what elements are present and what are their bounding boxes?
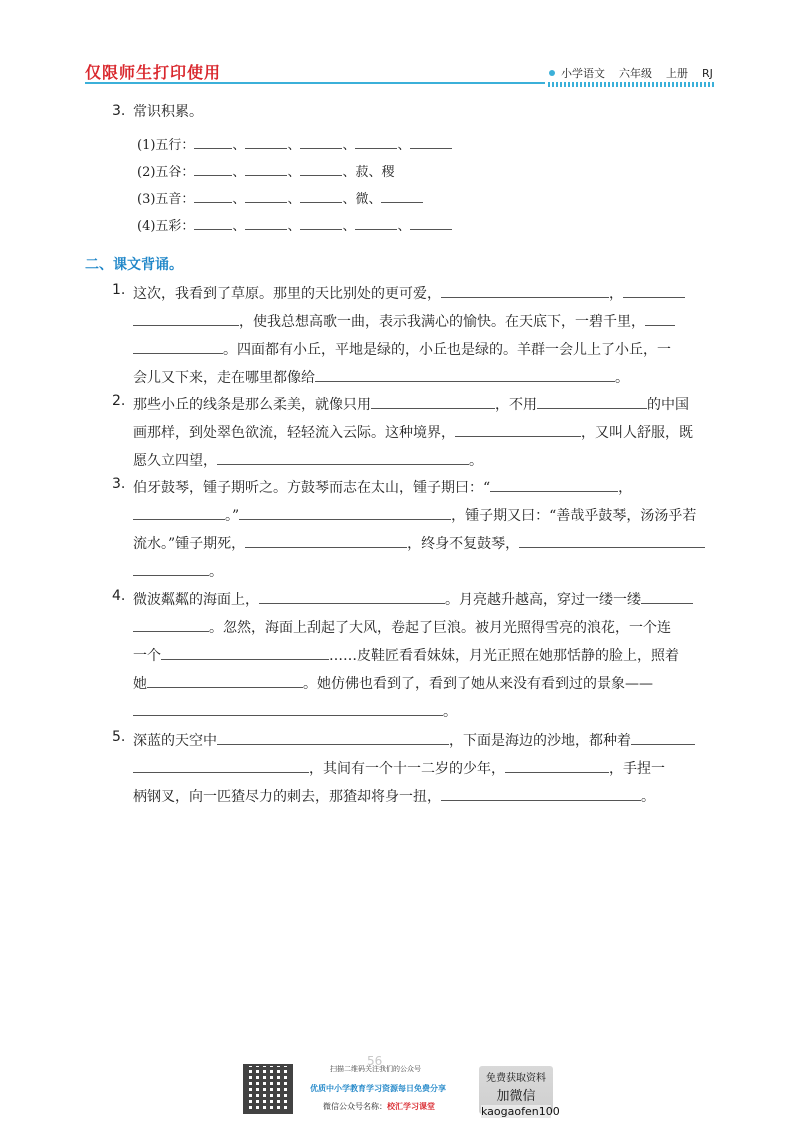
- p3-line-1: [133, 476, 632, 497]
- passage-text: 。: [209, 564, 223, 580]
- badge-line-3: kaogaofen100: [481, 1105, 560, 1118]
- answer-blank[interactable]: [355, 133, 397, 149]
- answer-blank[interactable]: [245, 160, 287, 176]
- passage-text: 她: [133, 676, 147, 692]
- passage-text: ，不用: [495, 397, 537, 413]
- badge-line-1: 免费获取资料: [486, 1073, 546, 1084]
- passage-text: 。: [443, 704, 457, 720]
- answer-blank[interactable]: [133, 616, 209, 632]
- answer-blank[interactable]: [239, 504, 451, 520]
- passage-text: 愿久立四望，: [133, 453, 217, 469]
- answer-blank[interactable]: [519, 532, 705, 548]
- answer-blank[interactable]: [441, 785, 641, 801]
- p3-line-2: [133, 504, 696, 525]
- answer-blank[interactable]: [133, 310, 239, 326]
- passage-text: ，使我总想高歌一曲，表示我满心的愉快。在天底下，一碧千里，: [239, 314, 645, 330]
- q3-title: 常识积累。: [133, 104, 203, 120]
- passage-text: 微波粼粼的海面上，: [133, 592, 259, 608]
- header-subject: 小学语文: [561, 67, 605, 80]
- passage-text: ，锺子期又曰：“善哉乎鼓琴，汤汤乎若: [451, 508, 697, 524]
- p4-line-2: [133, 616, 671, 637]
- answer-blank[interactable]: [410, 133, 452, 149]
- q3-item-label: (3)五音：: [137, 192, 195, 207]
- passage-text: 的中国: [647, 397, 689, 413]
- footer-scan-text: 扫描二维码关注我们的公众号: [330, 1065, 421, 1073]
- answer-blank[interactable]: [490, 476, 618, 492]
- p2-number: 2.: [112, 393, 126, 409]
- q3-item-label: (1)五行：: [137, 138, 195, 153]
- passage-text: 那些小丘的线条是那么柔美，就像只用: [133, 397, 371, 413]
- answer-blank[interactable]: [161, 644, 329, 660]
- answer-blank[interactable]: [133, 560, 209, 576]
- passage-text: 伯牙鼓琴，锺子期听之。方鼓琴而志在太山，锺子期曰：“: [133, 480, 491, 496]
- p1-line-3: [133, 338, 671, 359]
- p4-line-5: [133, 700, 457, 721]
- passage-text: 会儿又下来，走在哪里都像给: [133, 370, 315, 386]
- passage-text: 柄钢叉，向一匹猹尽力的刺去，那猹却将身一扭，: [133, 789, 441, 805]
- passage-text: ，: [609, 286, 623, 302]
- footer-account-label: 微信公众号名称：: [323, 1102, 387, 1111]
- q3-item-tail: 、微、: [342, 192, 382, 207]
- passage-text: 画那样，到处翠色欲流，轻轻流入云际。这种境界，: [133, 425, 455, 441]
- p5-line-3: [133, 785, 655, 806]
- answer-blank[interactable]: [300, 133, 342, 149]
- answer-blank[interactable]: [259, 588, 445, 604]
- answer-blank[interactable]: [133, 504, 225, 520]
- answer-blank[interactable]: [133, 338, 223, 354]
- answer-blank[interactable]: [133, 757, 309, 773]
- answer-blank[interactable]: [245, 214, 287, 230]
- answer-blank[interactable]: [217, 729, 449, 745]
- header-edition: RJ: [702, 66, 713, 80]
- q3-item-1: (1)五行： 、 、 、 、: [137, 133, 452, 153]
- answer-blank[interactable]: [441, 282, 609, 298]
- answer-blank[interactable]: [355, 214, 397, 230]
- answer-blank[interactable]: [631, 729, 695, 745]
- header-watermark-title: 仅限师生打印使用: [85, 63, 222, 82]
- answer-blank[interactable]: [245, 532, 407, 548]
- q3-item-label: (2)五谷：: [137, 165, 195, 180]
- passage-text: ，又叫人舒服，既: [581, 425, 693, 441]
- passage-text: 。忽然，海面上刮起了大风，卷起了巨浪。被月光照得雪亮的浪花，一个连: [209, 620, 671, 636]
- section-title: 二、课文背诵。: [85, 257, 183, 273]
- passage-text: 。月亮越升越高，穿过一缕一缕: [445, 592, 641, 608]
- q3-item-4: (4)五彩： 、 、 、 、: [137, 214, 452, 234]
- answer-blank[interactable]: [194, 214, 232, 230]
- header-book-info: [549, 65, 713, 81]
- answer-blank[interactable]: [217, 449, 469, 465]
- answer-blank[interactable]: [381, 187, 423, 203]
- passage-text: 一个: [133, 648, 161, 664]
- p4-line-3: [133, 644, 679, 665]
- footer-account: [323, 1101, 435, 1112]
- passage-text: ，手捏一: [609, 761, 665, 777]
- passage-text: 这次，我看到了草原。那里的天比别处的更可爱，: [133, 286, 441, 302]
- answer-blank[interactable]: [645, 310, 675, 326]
- q3-item-tail: 、菽、稷: [342, 165, 395, 180]
- answer-blank[interactable]: [455, 421, 581, 437]
- p1-line-1: [133, 282, 685, 303]
- answer-blank[interactable]: [194, 187, 232, 203]
- header-volume: 上册: [666, 67, 688, 80]
- qr-code-icon: [243, 1064, 293, 1114]
- answer-blank[interactable]: [300, 214, 342, 230]
- q3-item-3: (3)五音： 、 、 、微、: [137, 187, 423, 207]
- q3-item-label: (4)五彩：: [137, 219, 195, 234]
- passage-text: 流水。”锺子期死，: [133, 536, 246, 552]
- passage-text: ，: [618, 480, 633, 496]
- answer-blank[interactable]: [245, 187, 287, 203]
- bullet-icon: [549, 70, 555, 76]
- p5-line-1: [133, 729, 695, 750]
- passage-text: 。”: [225, 508, 240, 524]
- answer-blank[interactable]: [641, 588, 693, 604]
- passage-text: 。她仿佛也看到了，看到了她从来没有看到过的景象——: [303, 676, 653, 692]
- p4-line-1: [133, 588, 693, 609]
- passage-text: ，终身不复鼓琴，: [407, 536, 520, 552]
- p3-number: 3.: [112, 476, 126, 492]
- answer-blank[interactable]: [315, 366, 615, 382]
- answer-blank[interactable]: [133, 700, 443, 716]
- q3-item-2: (2)五谷： 、 、 、菽、稷: [137, 160, 394, 180]
- header-rule: [85, 82, 545, 84]
- p5-line-2: [133, 757, 665, 778]
- passage-text: 。: [615, 370, 629, 386]
- answer-blank[interactable]: [537, 393, 647, 409]
- answer-blank[interactable]: [371, 393, 495, 409]
- footer-account-name: 校汇学习课堂: [387, 1102, 435, 1111]
- passage-text: 。四面都有小丘，平地是绿的，小丘也是绿的。羊群一会儿上了小丘，一: [223, 342, 671, 358]
- passage-text: 。: [469, 453, 483, 469]
- passage-text: ，下面是海边的沙地，都种着: [449, 733, 631, 749]
- passage-text: ，其间有一个十一二岁的少年，: [309, 761, 505, 777]
- q3-number: 3.: [112, 103, 126, 119]
- p3-line-3: [133, 532, 705, 553]
- passage-text: ……皮鞋匠看看妹妹，月光正照在她那恬静的脸上，照着: [329, 648, 679, 664]
- badge-line-2: 加微信: [496, 1089, 536, 1104]
- p1-line-2: [133, 310, 675, 331]
- p5-number: 5.: [112, 729, 126, 745]
- header-stripe-band: [548, 82, 716, 87]
- header-grade: 六年级: [619, 67, 652, 80]
- answer-blank[interactable]: [300, 160, 342, 176]
- p2-line-3: [133, 449, 483, 470]
- answer-blank[interactable]: [300, 187, 342, 203]
- passage-text: 。: [641, 789, 655, 805]
- footer: [0, 1050, 800, 1123]
- wechat-badge: [479, 1066, 560, 1118]
- p2-line-2: [133, 421, 693, 442]
- answer-blank[interactable]: [147, 672, 303, 688]
- p2-line-1: [133, 393, 689, 414]
- answer-blank[interactable]: [245, 133, 287, 149]
- answer-blank[interactable]: [194, 160, 232, 176]
- footer-promo-text: 优质中小学教育学习资源每日免费分享: [310, 1084, 446, 1093]
- answer-blank[interactable]: [623, 282, 685, 298]
- answer-blank[interactable]: [505, 757, 609, 773]
- page-number: 56: [367, 1054, 383, 1068]
- p3-line-4: [133, 560, 223, 581]
- p4-number: 4.: [112, 588, 126, 604]
- answer-blank[interactable]: [194, 133, 232, 149]
- p1-number: 1.: [112, 282, 126, 298]
- p1-line-4: [133, 366, 629, 387]
- p4-line-4: [133, 672, 653, 693]
- answer-blank[interactable]: [410, 214, 452, 230]
- passage-text: 深蓝的天空中: [133, 733, 217, 749]
